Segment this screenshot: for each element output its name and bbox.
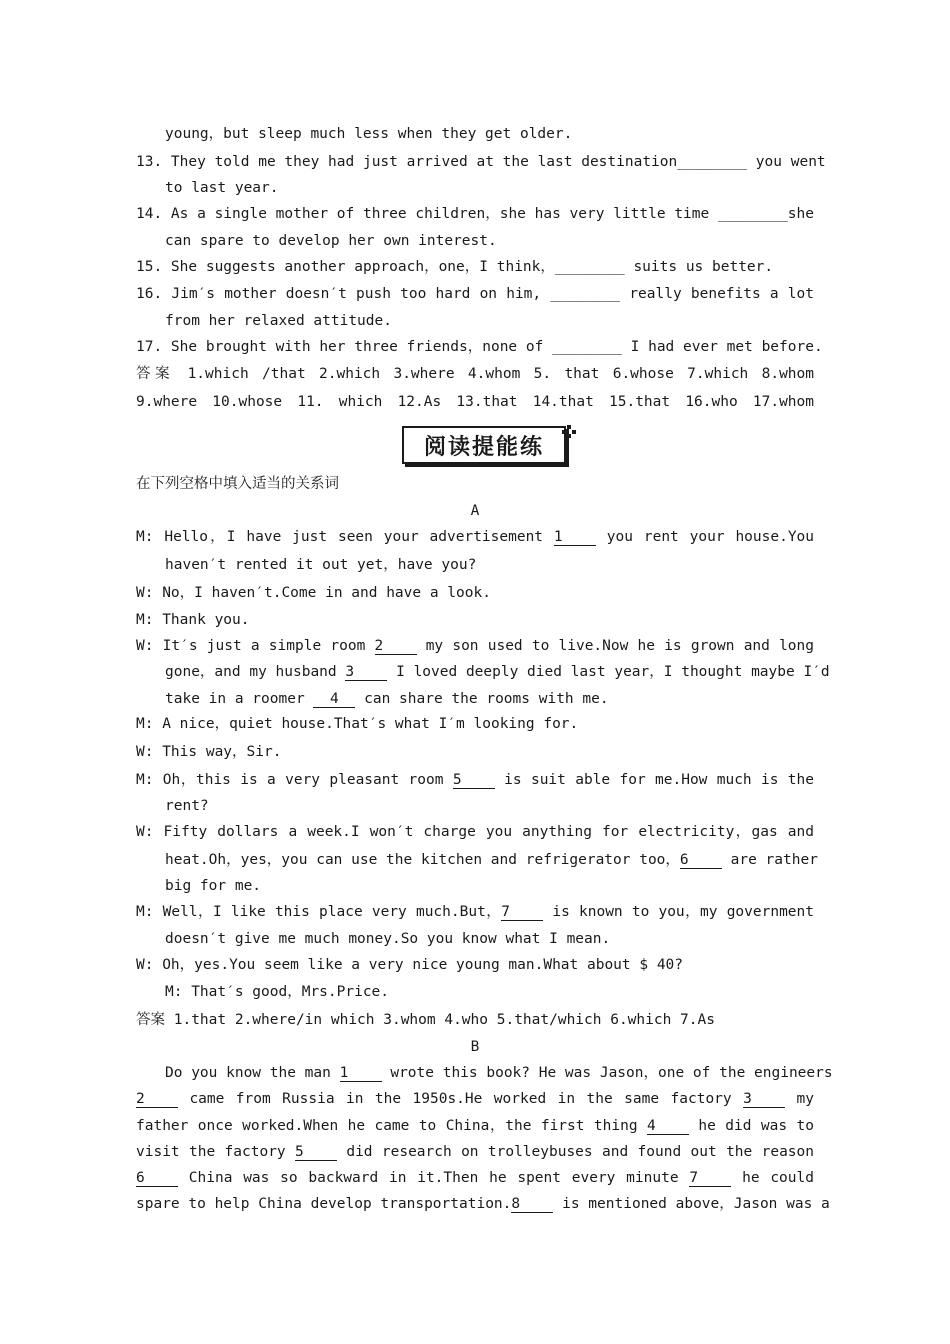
passage-a-heading: A bbox=[470, 503, 480, 519]
passage-a-answer: 答案 1.that 2.where/in which 3.whom 4.who 5.that/which 6.which 7.As bbox=[136, 1012, 715, 1028]
q15: 15. She suggests another approach，one，I think，________ suits us better. bbox=[136, 259, 774, 275]
dialogue-m4-line1: M: Oh，this is a very pleasant room 5 is suit able for me.How much is the bbox=[136, 772, 814, 788]
q16-line1: 16. Jim′s mother doesn′t push too hard on him, ________ really benefits a lot bbox=[136, 286, 814, 302]
passage-b-line1: Do you know the man 1 wrote this book? He was Jason，one of the engineers bbox=[165, 1065, 833, 1081]
blank-a4: 4 bbox=[313, 691, 355, 708]
q13-line1: 13. They told me they had just arrived at the last destination________ you went bbox=[136, 154, 826, 170]
passage-b-line2: 2 came from Russia in the 1950s.He worked in the same factory 3 my bbox=[136, 1091, 814, 1107]
dialogue-w3: W: This way，Sir. bbox=[136, 744, 282, 760]
q12-line2: young，but sleep much less when they get older. bbox=[165, 126, 573, 142]
dialogue-w4-line3: big for me. bbox=[165, 878, 262, 894]
blank-b4: 4 bbox=[647, 1118, 689, 1135]
blank-a6: 6 bbox=[680, 852, 722, 869]
dialogue-w5: W: Oh，yes.You seem like a very nice young man.What about $ 40? bbox=[136, 957, 684, 973]
q14-line2: can spare to develop her own interest. bbox=[165, 233, 497, 249]
blank-b8: 8 bbox=[511, 1196, 553, 1213]
blank-b7: 7 bbox=[689, 1170, 731, 1187]
dialogue-m1-line1: M: Hello，I have just seen your advertisement 1 you rent your house.You bbox=[136, 529, 815, 545]
blank-a5: 5 bbox=[453, 772, 495, 789]
section-banner: 阅读提能练 bbox=[402, 426, 566, 464]
blank-b5: 5 bbox=[295, 1144, 337, 1161]
dialogue-w2-line1: W: It′s just a simple room 2 my son used to live.Now he is grown and long bbox=[136, 638, 814, 654]
blank-b1: 1 bbox=[340, 1065, 382, 1082]
answer-key-line1: 答案 1.which /that 2.which 3.where 4.whom 5. that 6.whose 7.which 8.whom bbox=[136, 366, 814, 382]
dialogue-w2-line3: take in a roomer 4 can share the rooms with me. bbox=[165, 691, 609, 707]
blank-a1: 1 bbox=[554, 529, 596, 546]
blank-b6: 6 bbox=[136, 1170, 178, 1187]
q14-line1: 14. As a single mother of three children，she has very little time ________she bbox=[136, 206, 814, 222]
dialogue-m6: M: That′s good，Mrs.Price. bbox=[165, 984, 390, 1000]
banner-corner-decoration bbox=[562, 424, 576, 438]
answer-key-line2: 9.where 10.whose 11. which 12.As 13.that 14.that 15.that 16.who 17.whom bbox=[136, 394, 814, 410]
dialogue-w4-line2: heat.Oh，yes，you can use the kitchen and refrigerator too，6 are rather bbox=[165, 852, 818, 868]
dialogue-m1-line2: haven′t rented it out yet，have you? bbox=[165, 557, 477, 573]
dialogue-m4-line2: rent? bbox=[165, 798, 209, 814]
passage-b-line5: 6 China was so backward in it.Then he spent every minute 7 he could bbox=[136, 1170, 814, 1186]
instruction: 在下列空格中填入适当的关系词 bbox=[136, 476, 339, 492]
dialogue-m5-line2: doesn′t give me much money.So you know what I mean. bbox=[165, 931, 611, 947]
blank-b2: 2 bbox=[136, 1091, 178, 1108]
passage-b-heading: B bbox=[470, 1039, 480, 1055]
dialogue-m5-line1: M: Well，I like this place very much.But，7 is known to you，my government bbox=[136, 904, 814, 920]
q13-line2: to last year. bbox=[165, 180, 279, 196]
blank-a2: 2 bbox=[375, 638, 417, 655]
dialogue-w1: W: No，I haven′t.Come in and have a look. bbox=[136, 585, 491, 601]
blank-a7: 7 bbox=[501, 904, 543, 921]
dialogue-m2: M: Thank you. bbox=[136, 612, 250, 628]
q16-line2: from her relaxed attitude. bbox=[165, 313, 392, 329]
blank-a3: 3 bbox=[345, 664, 387, 681]
q17: 17. She brought with her three friends，none of ________ I had ever met before. bbox=[136, 339, 823, 355]
passage-b-line6: spare to help China develop transportation.8 is mentioned above，Jason was a bbox=[136, 1196, 830, 1212]
dialogue-w4-line1: W: Fifty dollars a week.I won′t charge you anything for electricity，gas and bbox=[136, 824, 814, 840]
dialogue-m3: M: A nice，quiet house.That′s what I′m looking for. bbox=[136, 716, 579, 732]
dialogue-w2-line2: gone，and my husband 3 I loved deeply died last year，I thought maybe I′d bbox=[165, 664, 830, 680]
passage-b-line4: visit the factory 5 did research on trolleybuses and found out the reason bbox=[136, 1144, 814, 1160]
passage-b-line3: father once worked.When he came to China，the first thing 4 he did was to bbox=[136, 1118, 814, 1134]
blank-b3: 3 bbox=[743, 1091, 785, 1108]
